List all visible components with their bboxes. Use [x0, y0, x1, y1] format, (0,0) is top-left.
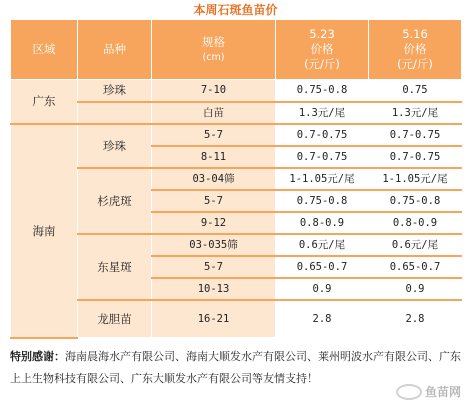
price-cell-date1: 0.65-0.7 [276, 256, 369, 278]
header-spec-unit: (cm) [202, 51, 225, 63]
spec-cell: 03-035筛 [152, 234, 276, 256]
price-cell-date2: 0.8-0.9 [369, 212, 462, 234]
header-price-label2: 价格 [403, 42, 427, 56]
header-price-date1 [276, 20, 369, 80]
price-cell-date1: 0.6元/尾 [276, 234, 369, 256]
header-date2: 5.16 [402, 27, 428, 41]
spec-cell: 03-04筛 [152, 168, 276, 190]
table-row [11, 234, 462, 256]
region-cell: 广东 [11, 80, 78, 124]
table-row [11, 80, 462, 102]
header-price-unit2: (元/斤) [397, 57, 433, 71]
header-spec-label: 规格 [202, 34, 225, 49]
table-row [11, 124, 462, 146]
header-price-unit1: (元/斤) [304, 57, 340, 71]
price-cell-date2: 1-1.05元/尾 [369, 168, 462, 190]
table-row [11, 102, 462, 124]
table-header-row [11, 20, 462, 80]
fish-logo-icon [396, 384, 422, 400]
spec-cell: 白苗 [152, 102, 276, 124]
watermark [396, 383, 461, 401]
price-cell-date1: 2.8 [276, 300, 369, 338]
price-cell-date1: 0.8-0.9 [276, 212, 369, 234]
variety-cell: 龙胆苗 [78, 300, 152, 338]
spec-cell: 8-11 [152, 146, 276, 168]
price-cell-date2: 0.75-0.8 [369, 190, 462, 212]
spec-cell: 7-10 [152, 80, 276, 102]
price-cell-date1: 1-1.05元/尾 [276, 168, 369, 190]
price-cell-date1: 0.75-0.8 [276, 190, 369, 212]
price-table [10, 19, 462, 339]
header-variety: 品种 [78, 20, 152, 80]
spec-cell: 5-7 [152, 190, 276, 212]
price-cell-date2: 0.75 [369, 80, 462, 102]
page-title: 本周石斑鱼苗价 [193, 3, 278, 17]
acknowledgement [10, 346, 461, 390]
header-date1: 5.23 [309, 27, 335, 41]
price-cell-date1: 0.7-0.75 [276, 146, 369, 168]
spec-cell: 9-12 [152, 212, 276, 234]
price-cell-date1: 0.75-0.8 [276, 80, 369, 102]
variety-cell: 珍珠 [78, 80, 152, 102]
variety-cell: 东星斑 [78, 234, 152, 300]
acknowledgement-label: 特别感谢： [10, 350, 65, 363]
spec-cell: 10-13 [152, 278, 276, 300]
price-cell-date2: 0.7-0.75 [369, 146, 462, 168]
table-row [11, 168, 462, 190]
price-cell-date2: 2.8 [369, 300, 462, 338]
header-region: 区域 [11, 20, 78, 80]
watermark-text: 鱼苗网 [424, 384, 461, 399]
spec-cell: 16-21 [152, 300, 276, 338]
spec-cell: 5-7 [152, 256, 276, 278]
price-cell-date1: 0.7-0.75 [276, 124, 369, 146]
header-price-date2 [369, 20, 462, 80]
price-cell-date2: 0.9 [369, 278, 462, 300]
price-cell-date2: 0.65-0.7 [369, 256, 462, 278]
variety-cell: 珍珠 [78, 124, 152, 168]
price-cell-date1: 0.9 [276, 278, 369, 300]
price-cell-date2: 0.7-0.75 [369, 124, 462, 146]
price-cell-date1: 1.3元/尾 [276, 102, 369, 124]
acknowledgement-text: 海南晨海水产有限公司、海南大顺发水产有限公司、莱州明波水产有限公司、广东上上生物科技有限公司、广东大顺发水产有限公司等友情支持！ [10, 350, 461, 385]
variety-cell: 杉虎斑 [78, 168, 152, 234]
header-price-label1: 价格 [310, 42, 334, 56]
spec-cell: 5-7 [152, 124, 276, 146]
table-row [11, 300, 462, 338]
header-spec [152, 20, 276, 80]
variety-cell [78, 102, 152, 124]
price-cell-date2: 0.6元/尾 [369, 234, 462, 256]
region-cell: 海南 [11, 124, 78, 338]
price-cell-date2: 1.3元/尾 [369, 102, 462, 124]
